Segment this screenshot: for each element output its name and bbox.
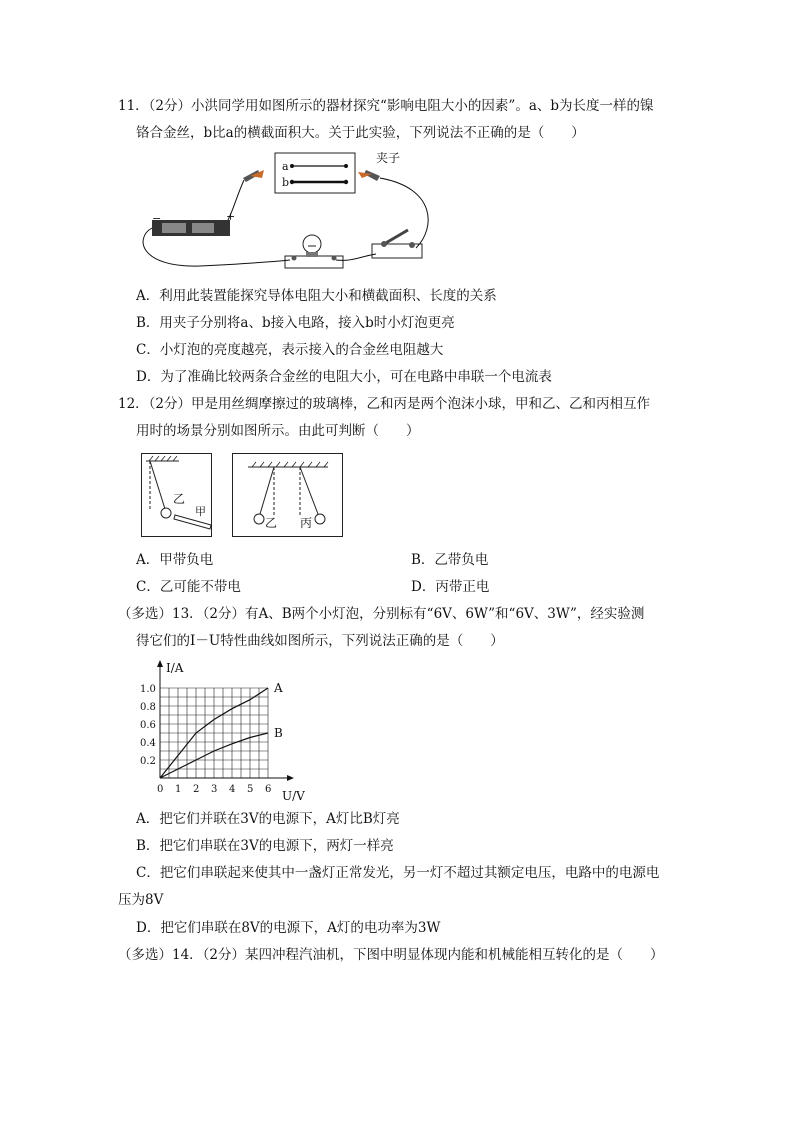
clip-label: 夹子 (376, 151, 401, 165)
left-clip-icon (243, 170, 264, 182)
series-label-A: A (274, 681, 283, 695)
series-label-B: B (274, 726, 283, 740)
x-axis-arrow (287, 775, 294, 781)
q13-option-d: D．把它们串联在8V的电源下，A灯的电功率为3W (136, 920, 441, 936)
q11-option-b: B．用夹子分别将a、b接入电路，接入b时小灯泡更亮 (136, 315, 455, 331)
q12-option-b: B．乙带负电 (411, 552, 489, 568)
x-axis-label: U/V (282, 789, 305, 802)
x-tick-label: 2 (193, 784, 200, 795)
lamp-icon (285, 235, 343, 268)
y-tick-label: 1.0 (140, 684, 156, 695)
right-clip-icon (358, 170, 380, 181)
q12-option-d: D．丙带正电 (411, 579, 490, 595)
q13-stem-line1: （多选）13．（2分）有A、B两个小灯泡，分别标有“6V、6W”和“6V、3W”，经实验测 (118, 606, 645, 622)
y-tick-label: 0.4 (140, 738, 156, 749)
q12-stem-line1: 12．（2分）甲是用丝绸摩擦过的玻璃棒，乙和丙是两个泡沫小球，甲和乙、乙和丙相互作 (118, 396, 651, 412)
q13-option-a: A．把它们并联在3V的电源下，A灯比B灯亮 (136, 811, 400, 827)
y-tick-label: 0.8 (140, 702, 156, 713)
svg-text:−: − (152, 212, 162, 225)
q12-option-c: C．乙可能不带电 (136, 579, 241, 595)
q12-figure-left (141, 453, 213, 538)
battery-icon (152, 210, 235, 236)
q12-stem-line2: 用时的场景分别如图所示。由此可判断（ ） (136, 423, 420, 439)
switch-icon (372, 230, 422, 258)
q11-circuit-figure (140, 148, 450, 283)
q13-option-c-line2: 压为8V (118, 892, 164, 908)
q13-stem-line2: 得它们的I－U特性曲线如图所示，下列说法正确的是（ ） (136, 633, 504, 649)
x-tick-label: 6 (265, 784, 272, 795)
x-tick-label: 1 (175, 784, 182, 795)
x-tick-label: 0 (157, 784, 164, 795)
q13-iu-chart (138, 660, 328, 802)
wire-b-label: b (282, 176, 290, 189)
q12-option-a: A．甲带负电 (136, 552, 214, 568)
q11-stem-line1: 11．（2分）小洪同学用如图所示的器材探究“影响电阻大小的因素”。a、b为长度一样的镍 (118, 98, 654, 114)
x-tick-label: 3 (211, 784, 218, 795)
q12-figure-right (232, 453, 344, 538)
svg-text:+: + (226, 210, 236, 223)
y-tick-label: 0.2 (140, 756, 156, 767)
y-tick-label: 0.6 (140, 720, 156, 731)
label-yi: 乙 (265, 516, 278, 530)
q13-option-c-line1: C．把它们串联起来使其中一盏灯正常发光，另一灯不超过其额定电压，电路中的电源电 (136, 865, 660, 881)
q14-stem-line1: （多选）14．（2分）某四冲程汽油机，下图中明显体现内能和机械能相互转化的是（ ） (118, 947, 664, 963)
ball-bing (315, 514, 325, 524)
x-tick-label: 5 (247, 784, 254, 795)
label-yi: 乙 (173, 492, 186, 506)
label-bing: 丙 (300, 516, 313, 530)
y-axis-arrow (157, 660, 163, 667)
q11-stem-line2: 铬合金丝，b比a的横截面积大。关于此实验，下列说法不正确的是（ ） (136, 125, 585, 141)
y-axis-label: I/A (166, 661, 184, 675)
ball-yi (254, 514, 264, 524)
q11-option-a: A．利用此装置能探究导体电阻大小和横截面积、长度的关系 (136, 288, 497, 304)
wire-a-label: a (282, 160, 289, 173)
q11-option-c: C．小灯泡的亮度越亮，表示接入的合金丝电阻越大 (136, 342, 444, 358)
ball-yi (161, 508, 171, 518)
label-jia: 甲 (195, 505, 206, 518)
x-tick-label: 4 (229, 784, 236, 795)
q11-option-d: D．为了准确比较两条合金丝的电阻大小，可在电路中串联一个电流表 (136, 369, 552, 385)
q13-option-b: B．把它们串联在3V的电源下，两灯一样亮 (136, 838, 394, 854)
